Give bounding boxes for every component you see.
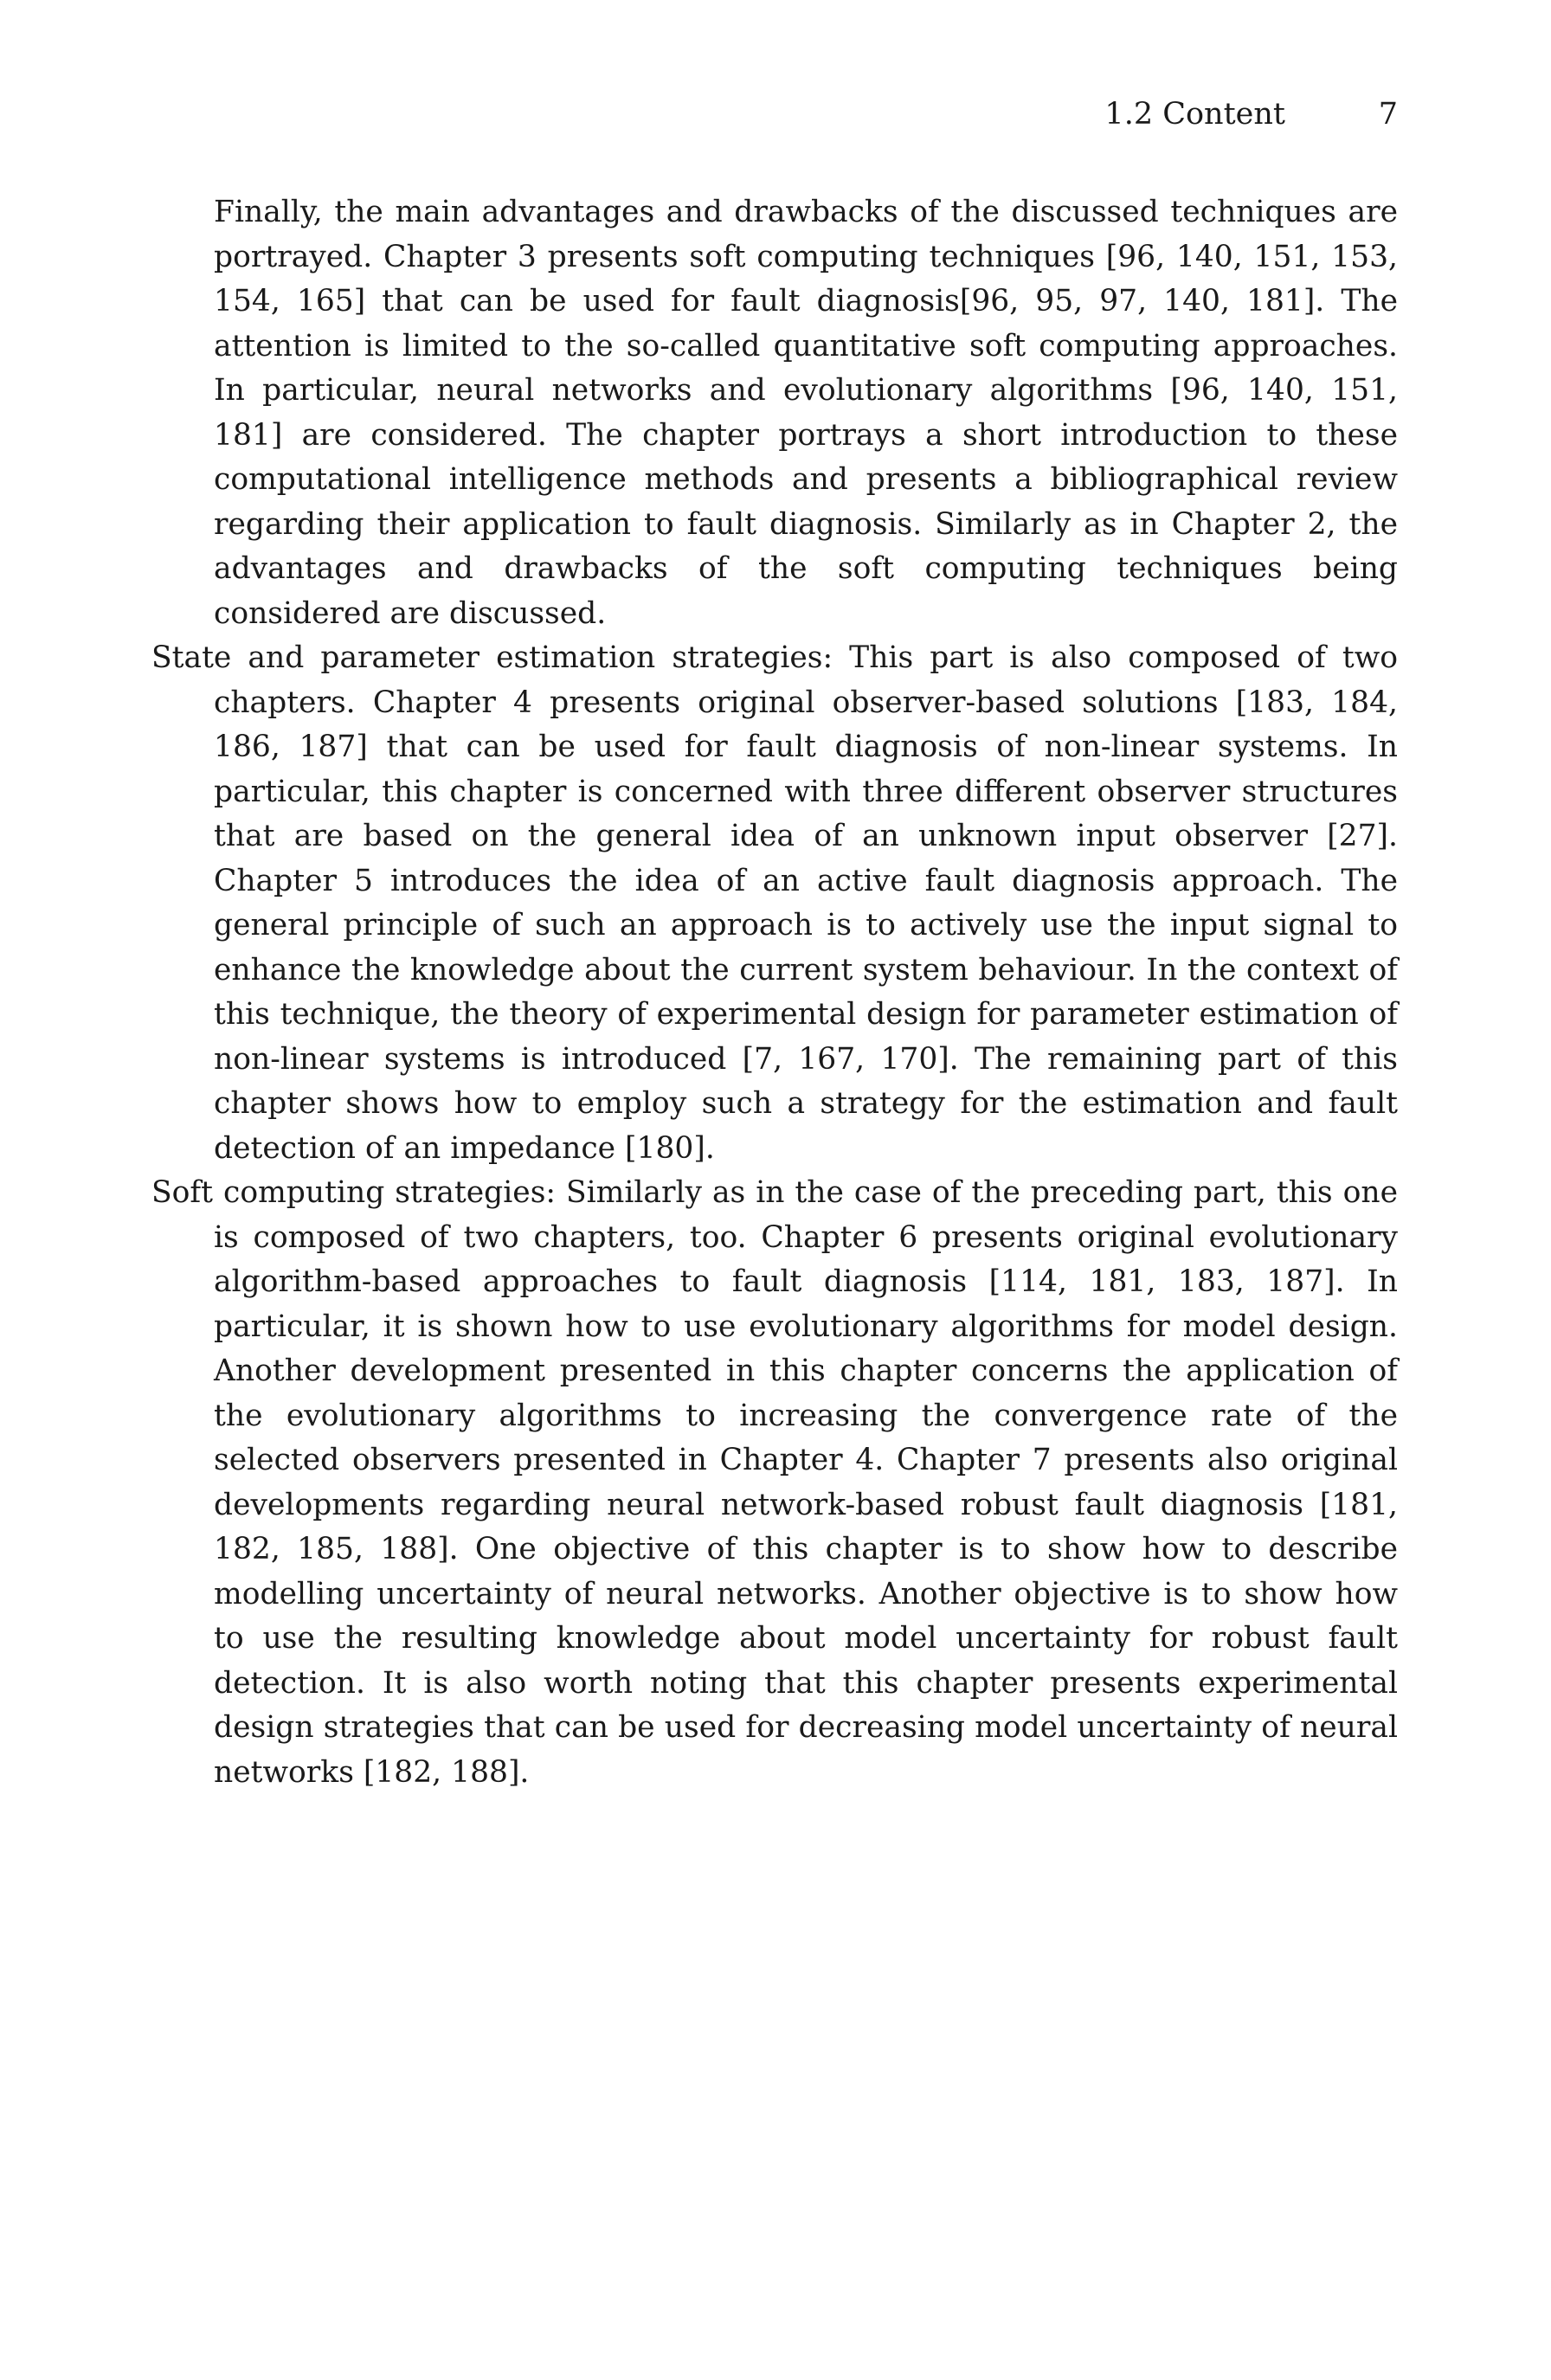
- header-section-title: 1.2 Content: [1104, 97, 1285, 132]
- list-item-state-parameter-estimation: State and parameter estimation strategies: This part is also composed of two chapters. Chapter 4 presents original observer-based solutions [183, 184, 186, 187] that can be used for fault diagnosis of non-linear systems. In particular, this chapter is concerned with three different observer structures that are based on the general idea of an unknown input observer [27]. Chapter 5 introduces the idea of an active fault diagnosis approach. The general principle of such an approach is to actively use the input signal to enhance the knowledge about the current system behaviour. In the context of this technique, the theory of experimental design for parameter estimation of non-linear systems is introduced [7, 167, 170]. The remaining part of this chapter shows how to employ such a strategy for the estimation and fault detection of an impedance [180].: [151, 640, 1398, 1166]
- list-item-soft-computing: Soft computing strategies: Similarly as in the case of the preceding part, this one is composed of two chapters, too. Chapter 6 presents original evolutionary algorithm-based approaches to fault diagnosis [114, 181, 183, 187]. In particular, it is shown how to use evolutionary algorithms for model design. Another development presented in this chapter concerns the application of the evolutionary algorithms to increasing the convergence rate of the selected observers presented in Chapter 4. Chapter 7 presents also original developments regarding neural network-based robust fault diagnosis [181, 182, 185, 188]. One objective of this chapter is to show how to describe modelling uncertainty of neural networks. Another objective is to show how to use the resulting knowledge about model uncertainty for robust fault detection. It is also worth noting that this chapter presents experimental design strategies that can be used for decreasing model uncertainty of neural networks [182, 188].: [151, 1175, 1398, 1790]
- page-number: 7: [1378, 97, 1398, 132]
- continuation-paragraph: Finally, the main advantages and drawbacks of the discussed techniques are portrayed. Chapter 3 presents soft computing techniques [96, 140, 151, 153, 154, 165] that can be used for fault diagnosis[96, 95, 97, 140, 181]. The attention is limited to the so-called quantitative soft computing approaches. In particular, neural networks and evolutionary algorithms [96, 140, 151, 181] are considered. The chapter portrays a short introduction to these computational intelligence methods and presents a bibliographical review regarding their application to fault diagnosis. Similarly as in Chapter 2, the advantages and drawbacks of the soft computing techniques being considered are discussed.: [214, 195, 1398, 631]
- running-header: [151, 93, 1398, 135]
- body-text: [151, 190, 1398, 1795]
